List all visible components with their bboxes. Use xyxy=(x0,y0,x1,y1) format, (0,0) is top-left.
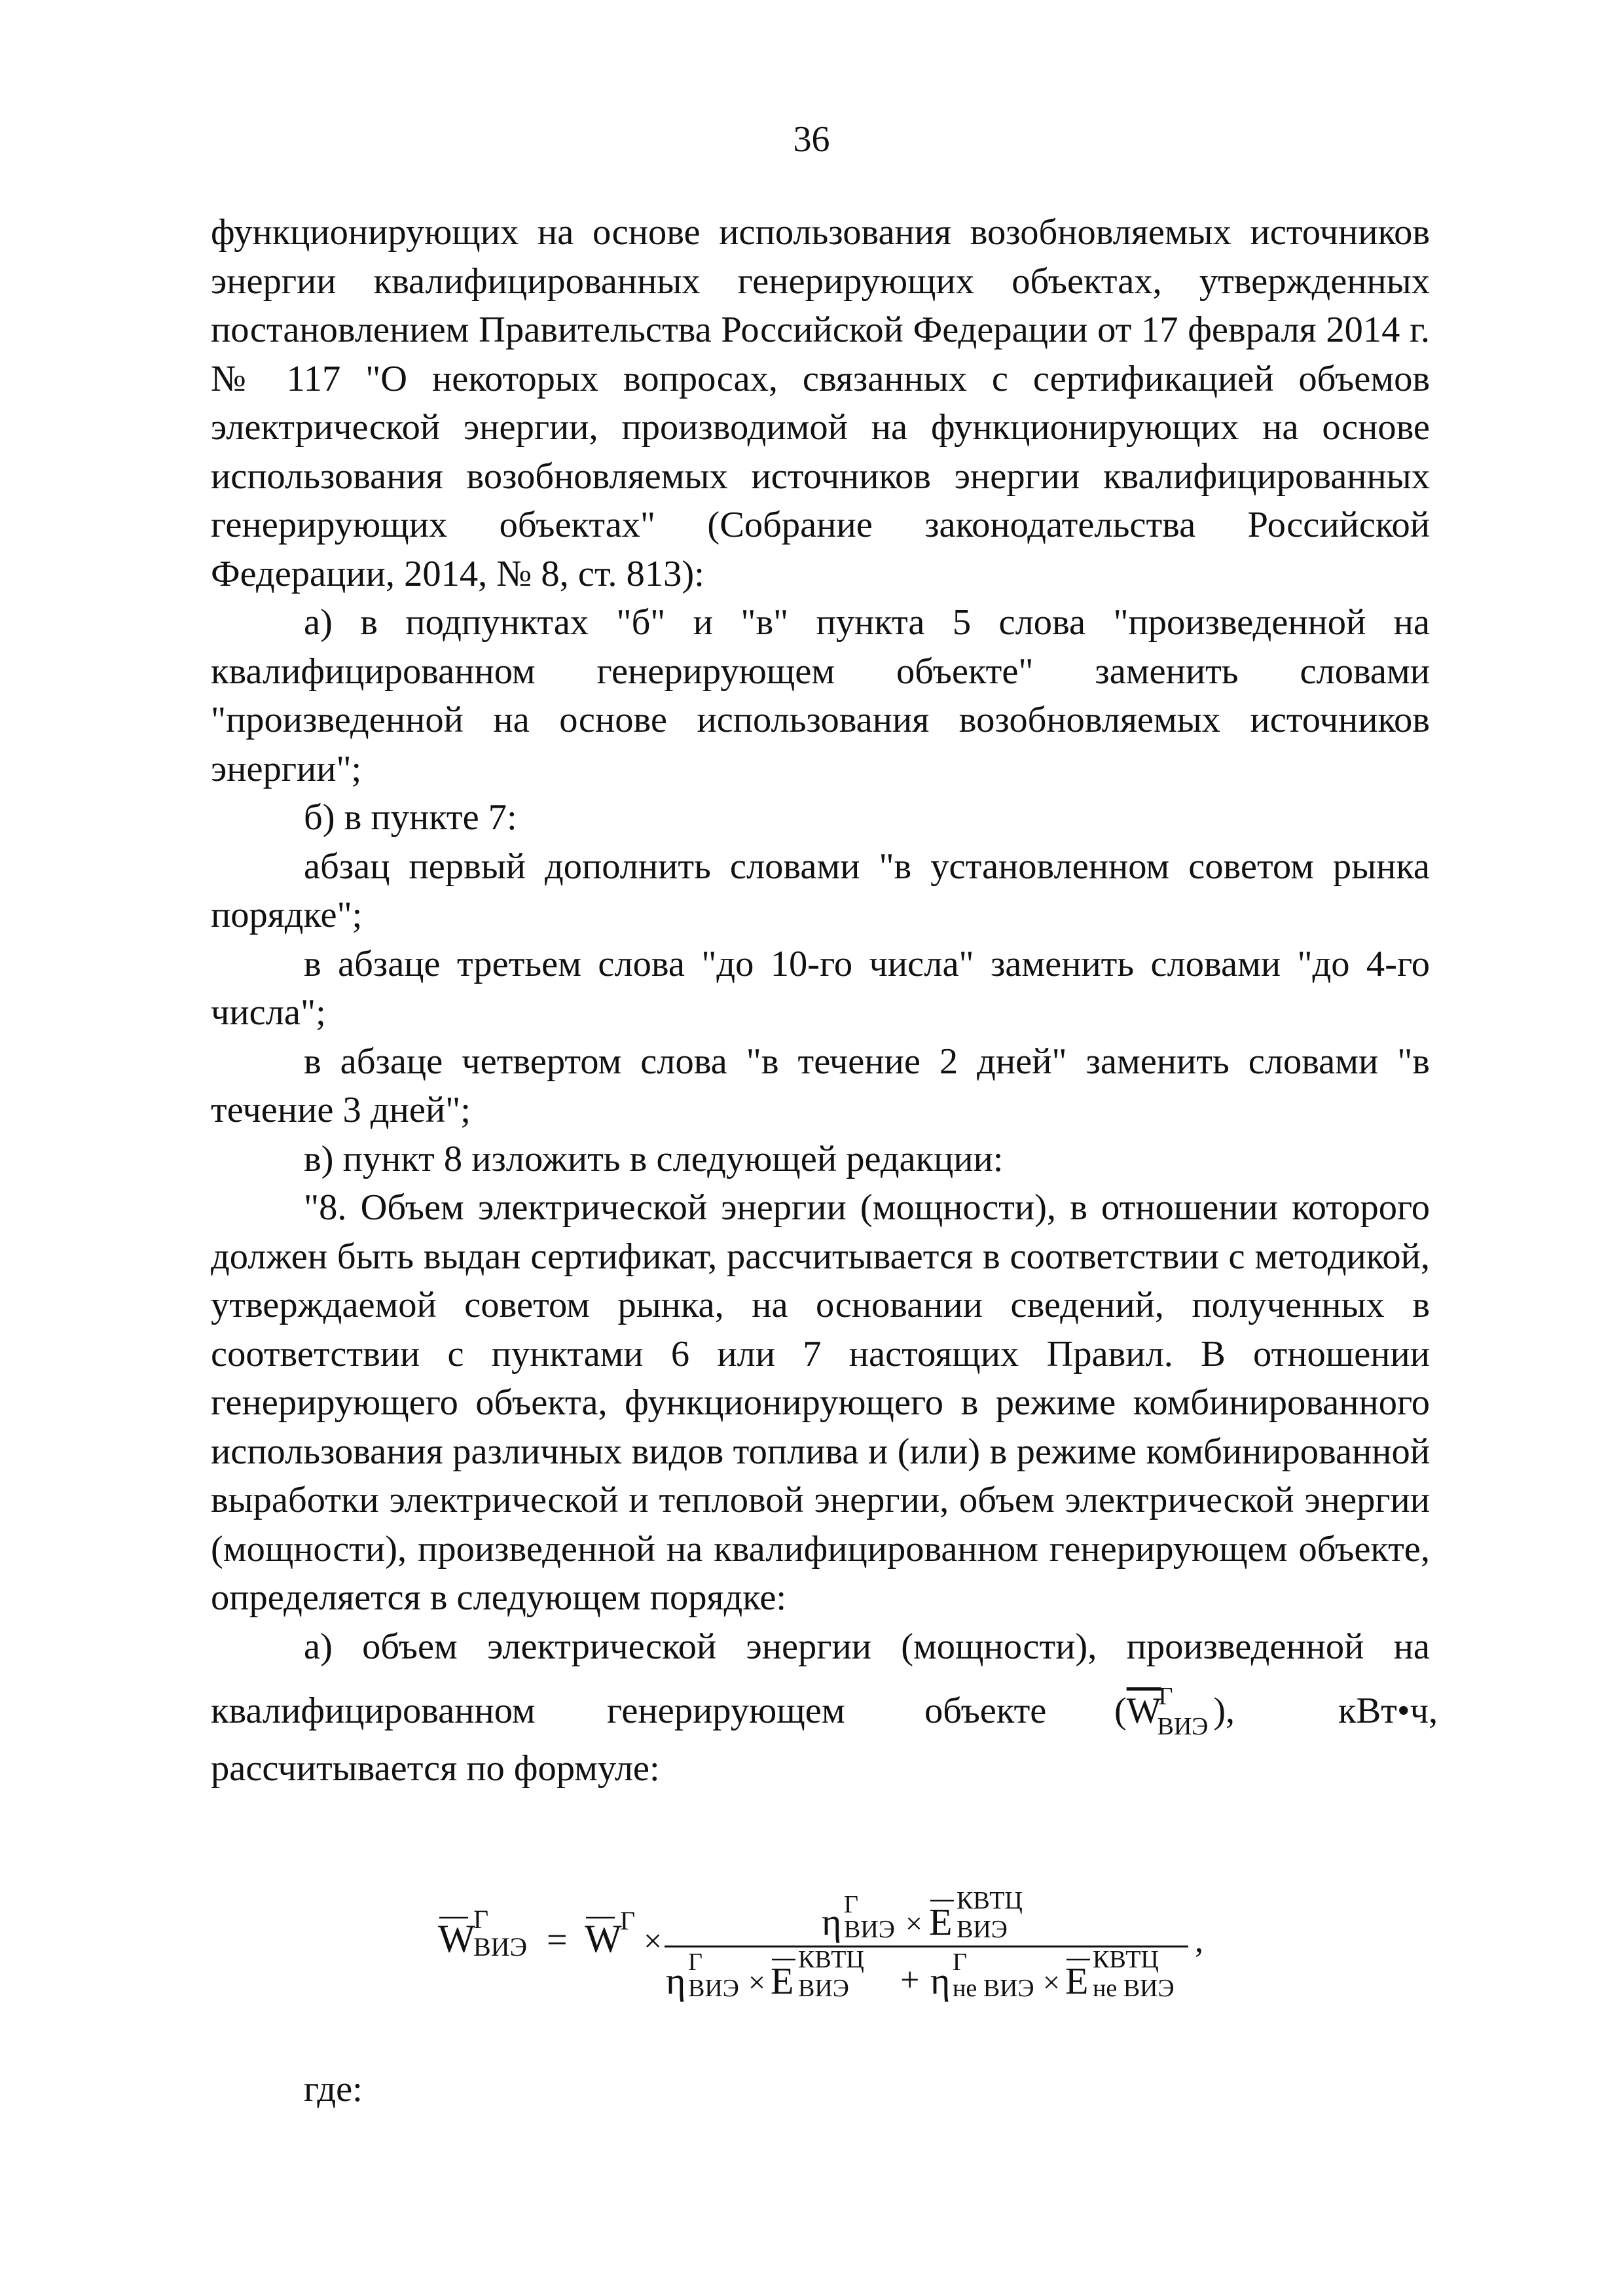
unit-kwh: кВт•ч, xyxy=(1338,1690,1438,1731)
formula-den-e1: E xyxy=(771,1960,794,2002)
formula-den-eta2-sup: Г xyxy=(953,1948,967,1976)
formula-svg xyxy=(435,1878,1221,2009)
where-label: где: xyxy=(304,2069,363,2109)
formula-den-e1-sup: КВТЦ xyxy=(798,1946,864,1973)
formula-num-eta-sup: Г xyxy=(844,1891,858,1918)
formula-den-eta2-sub: не ВИЭ xyxy=(953,1975,1034,2002)
formula-den-eta2: η xyxy=(930,1960,951,2002)
formula-den-e2: E xyxy=(1065,1960,1089,2002)
formula-num-eta-sub: ВИЭ xyxy=(844,1916,895,1943)
word-object: объекте xyxy=(924,1690,1047,1731)
formula-lhs-w: W xyxy=(438,1917,475,1960)
formula-den-times2: × xyxy=(1043,1965,1060,1999)
formula-den-eta1-sup: Г xyxy=(688,1948,702,1976)
paragraph-8a-line1: а) объем электрической энергии (мощности), произведенной на xyxy=(304,1626,1430,1667)
paragraph-b-fourth: в абзаце четвертом слова "в течение 2 дней" заменить словами "в течение 3 дней"; xyxy=(211,1041,1430,1130)
inline-symbol-w: ($\overline{W}^Г_{ВИЭ}$ ), xyxy=(1114,1682,1235,1740)
formula-lhs-sub: ВИЭ xyxy=(473,1932,527,1962)
formula-den-eta1-sub: ВИЭ xyxy=(688,1975,739,2002)
paragraph-intro: функционирующих на основе использования возобновляемых источников энергии квалифицированных генерирующих объектах, утвержденных постановлением Правительства Российской Федерации от 17 февраля 2014 г. № 117 "О некоторых вопросах, связанных с сертификацией объемов электрической энергии, производимой на функционирующих на основе использования возобновляемых источников энергии квалифицированных генерирующих объектах" (Собрание законодательства Российской Федерации, 2014, № 8, ст. 813): xyxy=(211,212,1430,594)
paragraph-point-8: "8. Объем электрической энергии (мощности), в отношении которого должен быть выдан сертификат, рассчитывается в соответствии с методикой, утверждаемой советом рынка, на основании сведений, полученных в соответствии с пунктами 6 или 7 настоящих Правил. В отношении генерирующего объекта, функционирующего в режиме комбинированного использования различных видов топлива и (или) в режиме комбинированной выработки электрической и тепловой энергии, объем электрической энергии (мощности), произведенной на квалифицированном генерирующем объекте, определяется в следующем порядке: xyxy=(211,1187,1430,1618)
formula-num-eta: η xyxy=(822,1901,842,1943)
paragraph-8a-line3: рассчитывается по формуле: xyxy=(211,1748,660,1789)
paragraph-8a-line2 xyxy=(211,1671,1438,1744)
formula-w: W xyxy=(585,1917,622,1960)
paragraph-b-first: абзац первый дополнить словами "в установленном советом рынка порядке"; xyxy=(211,846,1430,935)
formula-num-e-sup: КВТЦ xyxy=(957,1887,1023,1914)
formula-num-times: × xyxy=(905,1907,922,1940)
body-text xyxy=(211,208,1438,1793)
formula-lhs-sup: Г xyxy=(473,1905,489,1934)
formula-den-e2-sup: КВТЦ xyxy=(1093,1946,1159,1973)
formula-equals: = xyxy=(547,1920,568,1960)
word-generating: генерирующем xyxy=(607,1690,845,1731)
paragraph-b-third: в абзаце третьем слова "до 10-го числа" заменить словами "до 4-го числа"; xyxy=(211,943,1430,1033)
paragraph-item-v: в) пункт 8 изложить в следующей редакции: xyxy=(304,1138,1004,1179)
formula-num-e: E xyxy=(929,1901,953,1943)
paragraph-item-b: б) в пункте 7: xyxy=(304,797,517,838)
formula-den-plus: + xyxy=(900,1962,920,1999)
formula-den-e2-sub: не ВИЭ xyxy=(1093,1975,1175,2002)
formula-num-e-sub: ВИЭ xyxy=(957,1916,1008,1943)
formula-times: × xyxy=(644,1922,663,1959)
formula-den-times1: × xyxy=(748,1965,765,1999)
page-number: 36 xyxy=(793,119,830,160)
formula-den-eta1: η xyxy=(666,1960,686,2002)
formula-w-sup: Г xyxy=(620,1906,636,1935)
paragraph-item-a: а) в подпунктах "б" и "в" пункта 5 слова "произведенной на квалифицированном генерирующем объекте" заменить словами "произведенной на основе использования возобновляемых источников энергии"; xyxy=(211,602,1430,789)
formula-den-e1-sub: ВИЭ xyxy=(798,1975,849,2002)
formula-comma: , xyxy=(1195,1922,1203,1960)
word-qualified: квалифицированном xyxy=(211,1690,536,1731)
formula-block xyxy=(435,1878,1221,2009)
